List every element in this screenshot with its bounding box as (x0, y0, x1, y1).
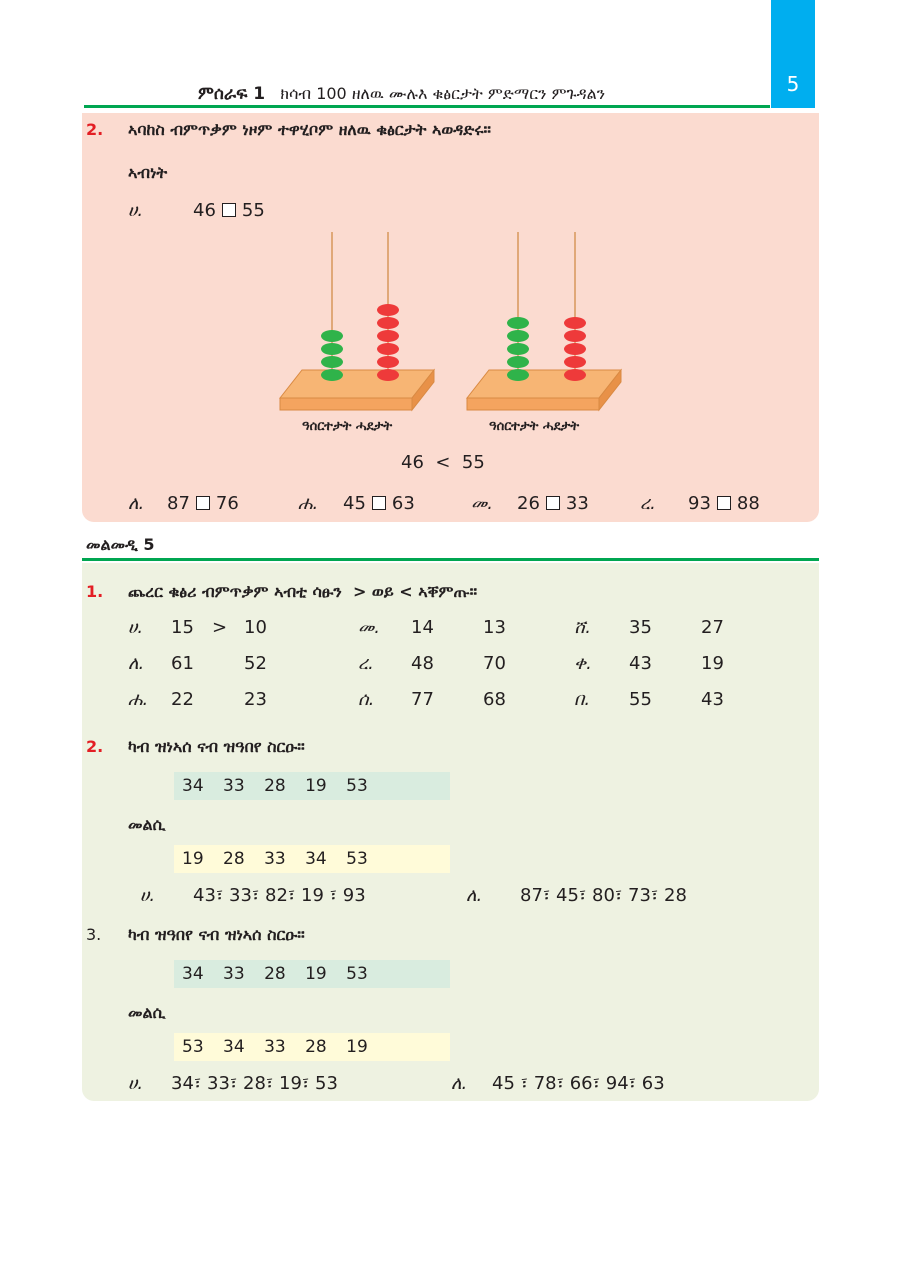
given-numbers-strip: 34 33 28 19 53 (174, 960, 450, 988)
exercise-divider (82, 558, 819, 561)
item-label: ሀ. (128, 1073, 144, 1094)
number-b: 68 (483, 689, 506, 710)
example-left-number: 46 (193, 200, 216, 221)
number-list: 34፣ 33፣ 28፣ 19፣ 53 (171, 1073, 338, 1094)
page-number: 5 (786, 72, 800, 96)
tens-beads (507, 317, 529, 381)
answer-box[interactable] (372, 496, 386, 510)
item-label: መ. (471, 493, 493, 514)
item-label: ሐ. (298, 493, 319, 514)
example-label: ኣብነት (128, 163, 168, 182)
example-right-number: 55 (241, 200, 265, 221)
question-number: 1. (86, 582, 104, 601)
item-label: ረ. (640, 493, 656, 514)
item-label: በ. (574, 689, 591, 710)
right-number: 63 (391, 493, 415, 514)
answer-label: መልሲ (128, 815, 166, 834)
answer-numbers-strip: 53 34 33 28 19 (174, 1033, 450, 1061)
item-label: ቀ. (574, 653, 592, 674)
exercise-title: መልመዲ 5 (86, 535, 155, 554)
number-b: 13 (483, 617, 506, 638)
number-list: 87፣ 45፣ 80፣ 73፣ 28 (520, 885, 687, 906)
question-text: ኣባከስ ብምጥቃም ነዞም ተዋሂቦም ዘለዉ ቁፅርታት ኣወዳድሩ። (128, 120, 491, 139)
number-b: 27 (701, 617, 724, 638)
number-a: 48 (411, 653, 434, 674)
number-list: 45 ፣ 78፣ 66፣ 94፣ 63 (492, 1073, 665, 1094)
header-title (198, 84, 718, 104)
example-comparison (193, 200, 265, 221)
number-b: 10 (244, 617, 267, 638)
header-divider (84, 105, 770, 108)
given-numbers-strip: 34 33 28 19 53 (174, 772, 450, 800)
comparison-item (517, 493, 589, 514)
number-a: 43 (629, 653, 652, 674)
answer-box[interactable] (222, 203, 236, 217)
item-label: ለ. (128, 653, 145, 674)
answer-box[interactable] (717, 496, 731, 510)
ones-beads (564, 317, 586, 381)
comparison-operator: > (212, 617, 228, 638)
number-a: 14 (411, 617, 434, 638)
question-number: 2. (86, 120, 104, 139)
answer-box[interactable] (196, 496, 210, 510)
item-label: መ. (358, 617, 380, 638)
item-label: ለ. (466, 885, 483, 906)
abacus-46 (278, 228, 438, 418)
left-number: 45 (343, 493, 366, 514)
abacus-caption: ዓሰርተታት ሓደታት (302, 419, 393, 434)
comparison-result: 46 < 55 (401, 452, 485, 473)
question-number: 2. (86, 737, 104, 756)
right-number: 88 (736, 493, 760, 514)
left-number: 26 (517, 493, 540, 514)
right-number: 33 (565, 493, 589, 514)
number-a: 15 (171, 617, 194, 638)
comparison-item (688, 493, 760, 514)
number-a: 35 (629, 617, 652, 638)
example-item-label: ሀ. (128, 200, 144, 221)
number-a: 22 (171, 689, 194, 710)
item-label: ሀ. (128, 617, 144, 638)
lesson-label: ምሰራፍ 1 (198, 84, 266, 104)
item-label: ሐ. (128, 689, 149, 710)
question-text: ካብ ዝነኣሰ ናብ ዝዓበየ ስርዑ። (128, 737, 305, 756)
abacus-caption: ዓሰርተታት ሓደታት (489, 419, 580, 434)
abacus-55 (465, 228, 625, 418)
number-list: 43፣ 33፣ 82፣ 19 ፣ 93 (193, 885, 366, 906)
number-b: 52 (244, 653, 267, 674)
number-b: 70 (483, 653, 506, 674)
left-number: 93 (688, 493, 711, 514)
item-label: ለ. (451, 1073, 468, 1094)
comparison-item (343, 493, 415, 514)
item-label: ሰ. (358, 689, 375, 710)
item-label: ሸ. (574, 617, 591, 638)
item-label: ለ. (128, 493, 145, 514)
right-number: 76 (215, 493, 239, 514)
question-number: 3. (86, 925, 102, 944)
number-a: 55 (629, 689, 652, 710)
number-b: 23 (244, 689, 267, 710)
comparison-item (167, 493, 239, 514)
question-text: ጨረር ቁፅሪ ብምጥቃም ኣብቲ ሳፁን > ወይ < ኣቐምጡ። (128, 582, 478, 601)
number-a: 61 (171, 653, 194, 674)
item-label: ሀ. (140, 885, 156, 906)
answer-box[interactable] (546, 496, 560, 510)
number-a: 77 (411, 689, 434, 710)
question-text: ካብ ዝዓበየ ናብ ዝነኣሰ ስርዑ። (128, 925, 305, 944)
answer-label: መልሲ (128, 1003, 166, 1022)
lesson-title: ክሳብ 100 ዘለዉ ሙሉእ ቁፅርታት ምድማርን ምጉዳልን (280, 84, 606, 103)
left-number: 87 (167, 493, 190, 514)
answer-numbers-strip: 19 28 33 34 53 (174, 845, 450, 873)
item-label: ረ. (358, 653, 374, 674)
number-b: 43 (701, 689, 724, 710)
number-b: 19 (701, 653, 724, 674)
exercise-panel (82, 563, 819, 1101)
